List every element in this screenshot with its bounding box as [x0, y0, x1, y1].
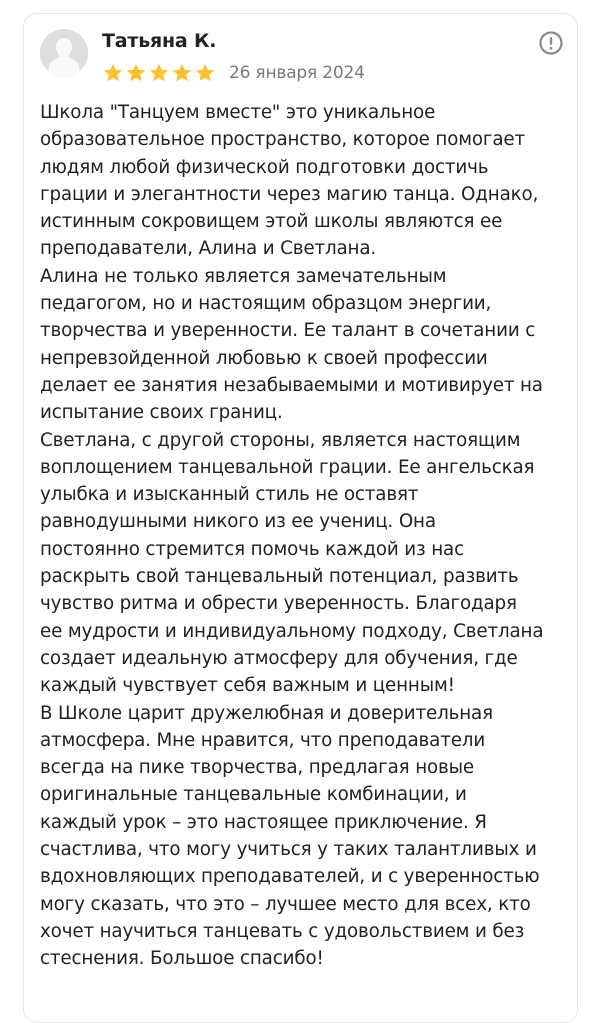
- review-line: каждый чувствует себя важным и ценным!: [40, 675, 455, 697]
- review-line: ее мудрости и индивидуальному подходу, Светлана: [40, 620, 544, 642]
- rating-stars: [102, 62, 216, 84]
- review-line: атмосфера. Мне нравится, что преподаватели: [40, 729, 486, 751]
- review-line: воплощением танцевальной грации. Ее ангельская: [40, 456, 535, 478]
- review-line: улыбка и изысканный стиль не оставят: [40, 484, 419, 506]
- review-line: вдохновляющих преподавателей, и с уверенностью: [40, 866, 540, 888]
- author-name[interactable]: Татьяна К.: [102, 30, 217, 52]
- exclamation-circle-icon: [538, 30, 564, 56]
- review-line: В Школе царит дружелюбная и доверительная: [40, 702, 493, 724]
- star-icon: [102, 62, 124, 84]
- review-line: грации и элегантности через магию танца. Однако,: [40, 183, 539, 205]
- review-line: создает идеальную атмосферу для обучения, где: [40, 647, 518, 669]
- review-line: чувство ритма и обрести уверенность. Благодаря: [40, 593, 517, 615]
- star-icon: [171, 62, 193, 84]
- review-line: раскрыть свой танцевальный потенциал, развить: [40, 566, 519, 588]
- review-line: каждый урок – это настоящее приключение. Я: [40, 811, 487, 833]
- review-line: педагогом, но и настоящим образцом энергии,: [40, 293, 492, 315]
- review-line: оригинальные танцевальные комбинации, и: [40, 784, 467, 806]
- review-line: непревзойденной любовью к своей профессии: [40, 347, 488, 369]
- review-line: Школа "Танцуем вместе" это уникальное: [40, 102, 436, 123]
- review-line: делает ее занятия незабываемыми и мотивирует на: [40, 374, 543, 396]
- star-icon: [148, 62, 170, 84]
- review-line: образовательное пространство, которое помогает: [40, 129, 526, 151]
- review-line: Светлана, с другой стороны, является настоящим: [40, 429, 521, 451]
- report-button[interactable]: [538, 30, 564, 56]
- review-line: могу сказать, что это – лучшее место для всех, кто: [40, 893, 531, 915]
- review-line: испытание своих границ.: [40, 402, 283, 424]
- review-line: истинным сокровищем этой школы являются ее: [40, 211, 503, 233]
- review-line: людям любой физической подготовки достичь: [40, 156, 489, 178]
- star-icon: [194, 62, 216, 84]
- review-line: счастлива, что могу учиться у таких талантливых и: [40, 839, 537, 861]
- review-line: преподаватели, Алина и Светлана.: [40, 238, 377, 260]
- review-date: 26 января 2024: [229, 63, 365, 83]
- review-line: Алина не только является замечательным: [40, 265, 447, 287]
- review-line: стеснения. Большое спасибо!: [40, 948, 324, 970]
- star-icon: [125, 62, 147, 84]
- avatar[interactable]: [40, 29, 88, 77]
- user-silhouette-icon: [40, 29, 88, 77]
- review-line: всегда на пике творчества, предлагая новые: [40, 757, 475, 779]
- rating-row: [102, 61, 365, 85]
- review-line: хочет научиться танцевать с удовольствием и без: [40, 920, 525, 942]
- review-card: [23, 13, 578, 1023]
- review-line: постоянно стремится помочь каждой из нас: [40, 538, 465, 560]
- review-text: [40, 99, 570, 973]
- review-line: творчества и уверенности. Ее талант в сочетании с: [40, 320, 536, 342]
- review-line: равнодушными никого из ее учениц. Она: [40, 511, 436, 533]
